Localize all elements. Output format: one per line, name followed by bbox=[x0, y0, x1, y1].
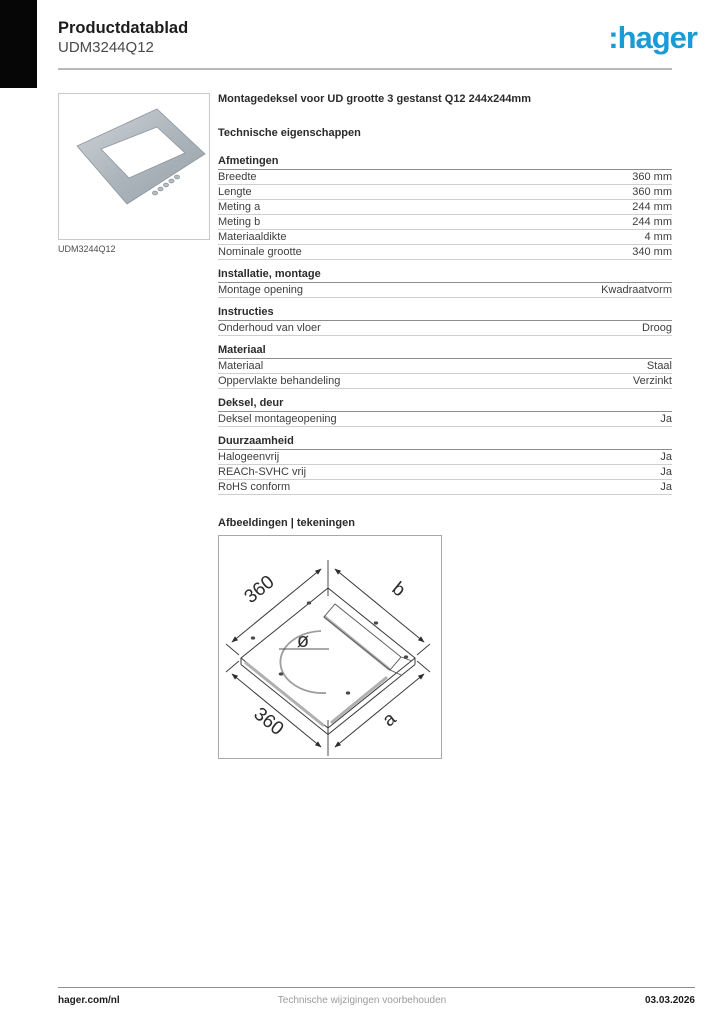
technical-drawing-figure bbox=[219, 536, 441, 758]
spec-row bbox=[218, 374, 672, 389]
footer-divider bbox=[58, 987, 695, 988]
spec-value: Ja bbox=[660, 481, 672, 493]
spec-row bbox=[218, 245, 672, 260]
spec-label: REACh-SVHC vrij bbox=[218, 466, 307, 478]
spec-section-title: Installatie, montage bbox=[218, 268, 672, 283]
spec-value: 244 mm bbox=[632, 216, 672, 228]
spec-section-title: Instructies bbox=[218, 306, 672, 321]
spec-row bbox=[218, 185, 672, 200]
spec-label: Materiaaldikte bbox=[218, 231, 287, 243]
dimension-label-top-right: b bbox=[387, 578, 410, 602]
spec-row bbox=[218, 359, 672, 374]
spec-row bbox=[218, 412, 672, 427]
spec-section bbox=[218, 344, 672, 389]
product-image bbox=[58, 93, 210, 240]
spec-value: 4 mm bbox=[644, 231, 672, 243]
page-title: Productdatablad bbox=[58, 19, 189, 37]
spec-row bbox=[218, 465, 672, 480]
spec-label: Breedte bbox=[218, 171, 257, 183]
spec-value: 244 mm bbox=[632, 201, 672, 213]
spec-label: Materiaal bbox=[218, 360, 264, 372]
spec-value: Kwadraatvorm bbox=[601, 284, 672, 296]
corner-black-bar bbox=[0, 0, 37, 88]
footer-date: 03.03.2026 bbox=[644, 995, 695, 1006]
spec-row bbox=[218, 480, 672, 495]
spec-label: Oppervlakte behandeling bbox=[218, 375, 341, 387]
product-image-caption: UDM3244Q12 bbox=[58, 244, 116, 254]
spec-value: Ja bbox=[660, 466, 672, 478]
spec-label: Lengte bbox=[218, 186, 252, 198]
hager-logo: :hager bbox=[608, 20, 697, 55]
diameter-symbol: ø bbox=[296, 630, 310, 652]
spec-section bbox=[218, 155, 672, 260]
spec-value: Droog bbox=[642, 322, 672, 334]
spec-value: Verzinkt bbox=[632, 375, 672, 387]
spec-label: Halogeenvrij bbox=[218, 451, 280, 463]
tech-properties-heading: Technische eigenschappen bbox=[218, 127, 361, 139]
spec-value: 340 mm bbox=[632, 246, 672, 258]
spec-value: Staal bbox=[646, 360, 672, 372]
spec-section bbox=[218, 268, 672, 298]
spec-label: Meting a bbox=[218, 201, 261, 213]
spec-label: Nominale grootte bbox=[218, 246, 302, 258]
spec-row bbox=[218, 230, 672, 245]
footer-note: Technische wijzigingen voorbehouden bbox=[277, 995, 447, 1006]
spec-label: Montage opening bbox=[218, 284, 304, 296]
dimension-label-bottom-left: 360 bbox=[249, 703, 288, 740]
product-title: Montagedeksel voor UD grootte 3 gestanst Q12 244x244mm bbox=[218, 93, 531, 105]
spec-section bbox=[218, 397, 672, 427]
spec-label: RoHS conform bbox=[218, 481, 291, 493]
spec-section bbox=[218, 435, 672, 495]
spec-row bbox=[218, 215, 672, 230]
spec-table bbox=[218, 155, 672, 495]
footer-website-link[interactable]: hager.com/nl bbox=[58, 995, 120, 1006]
spec-value: Ja bbox=[660, 451, 672, 463]
spec-section-title: Materiaal bbox=[218, 344, 672, 359]
spec-row bbox=[218, 283, 672, 298]
spec-row bbox=[218, 170, 672, 185]
spec-label: Deksel montageopening bbox=[218, 413, 337, 425]
spec-section-title: Duurzaamheid bbox=[218, 435, 672, 450]
dimension-label-bottom-right: a bbox=[378, 708, 401, 732]
spec-section-title: Deksel, deur bbox=[218, 397, 672, 412]
header-divider bbox=[58, 68, 672, 70]
spec-section-title: Afmetingen bbox=[218, 155, 672, 170]
product-photo-icon bbox=[59, 94, 209, 239]
spec-value: Ja bbox=[660, 413, 672, 425]
spec-row bbox=[218, 200, 672, 215]
spec-label: Meting b bbox=[218, 216, 261, 228]
spec-value: 360 mm bbox=[632, 186, 672, 198]
technical-drawing-box bbox=[218, 535, 442, 759]
dimension-label-top-left: 360 bbox=[240, 571, 279, 608]
images-heading: Afbeeldingen | tekeningen bbox=[218, 517, 355, 529]
spec-row bbox=[218, 321, 672, 336]
spec-label: Onderhoud van vloer bbox=[218, 322, 321, 334]
spec-row bbox=[218, 450, 672, 465]
spec-value: 360 mm bbox=[632, 171, 672, 183]
spec-section bbox=[218, 306, 672, 336]
product-code: UDM3244Q12 bbox=[58, 39, 154, 56]
